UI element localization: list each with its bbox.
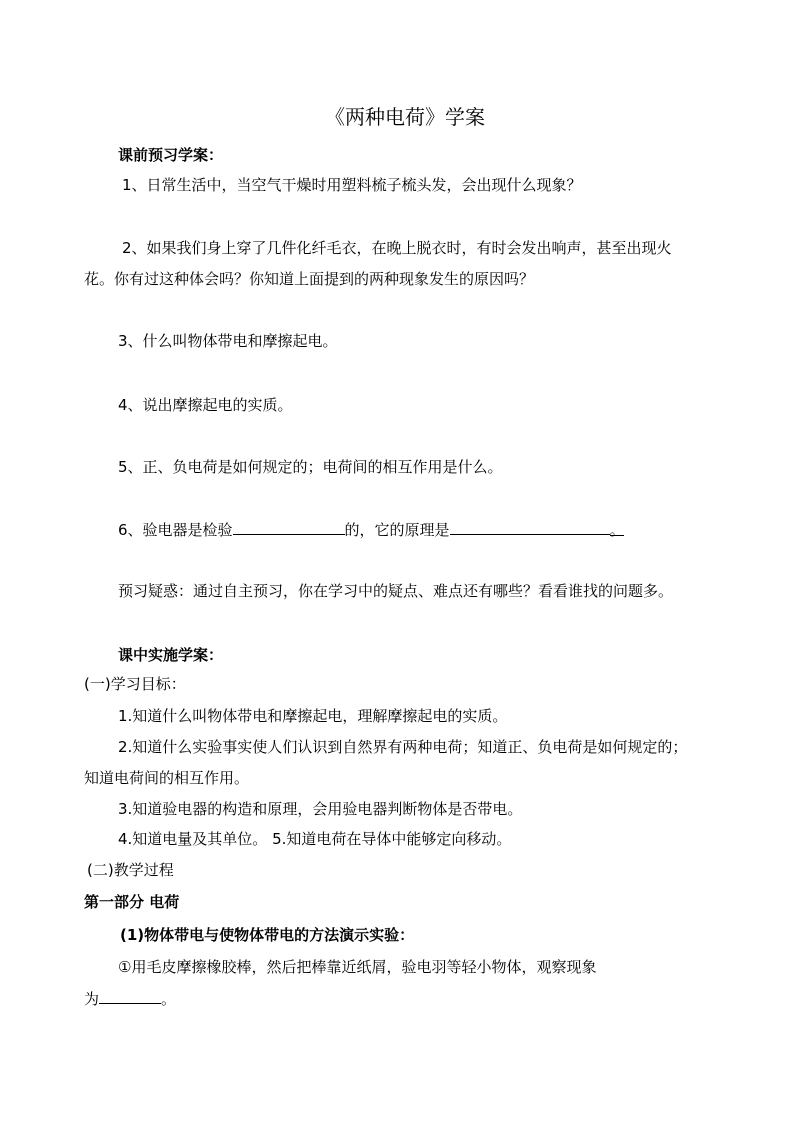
step-1-text-a: 为 (84, 990, 100, 1008)
step-1-line-1: ①用毛皮摩擦橡胶棒，然后把棒靠近纸屑，验电羽等轻小物体，观察现象 (118, 958, 597, 976)
goal-2-line-2: 知道电荷间的相互作用。 (84, 769, 250, 787)
answer-blank-2[interactable] (450, 519, 610, 535)
question-5: 5、正、负电荷是如何规定的；电荷间的相互作用是什么。 (118, 458, 503, 476)
question-2-line-2: 花。你有过这种体会吗？你知道上面提到的两种现象发生的原因吗？ (84, 270, 535, 288)
sub-section-1-heading: (1)物体带电与使物体带电的方法演示实验： (120, 926, 415, 944)
page-title: 《两种电荷》学案 (325, 105, 485, 129)
question-6-period: 。 (609, 521, 625, 539)
in-class-heading: 课中实施学案： (118, 646, 224, 664)
question-6-text-b: 的，它的原理是 (344, 521, 450, 539)
goal-3: 3.知道验电器的构造和原理，会用验电器判断物体是否带电。 (118, 800, 523, 818)
question-6 (118, 519, 624, 540)
goal-1: 1.知道什么叫物体带电和摩擦起电，理解摩擦起电的实质。 (118, 707, 508, 725)
goal-4-5: 4.知道电量及其单位。 5.知道电荷在导体中能够定向移动。 (118, 830, 512, 848)
process-heading: (二)教学过程 (87, 861, 174, 879)
step-1-text-b: 。 (161, 990, 177, 1008)
step-1-line-2 (84, 988, 176, 1009)
question-1: 1、日常生活中，当空气干燥时用塑料梳子梳头发，会出现什么现象？ (122, 176, 582, 194)
preview-doubt: 预习疑惑：通过自主预习，你在学习中的疑点、难点还有哪些？看看谁找的问题多。 (118, 582, 674, 600)
question-6-text-a: 6、验电器是检验 (118, 521, 233, 539)
goals-heading: (一)学习目标： (84, 675, 186, 693)
question-2-line-1: 2、如果我们身上穿了几件化纤毛衣，在晚上脱衣时，有时会发出响声，甚至出现火 (122, 239, 672, 257)
answer-blank-3[interactable] (99, 988, 161, 1004)
question-3: 3、什么叫物体带电和摩擦起电。 (118, 332, 338, 350)
pre-class-heading: 课前预习学案： (118, 146, 224, 164)
part-1-heading: 第一部分 电荷 (84, 893, 180, 911)
question-4: 4、说出摩擦起电的实质。 (118, 396, 293, 414)
answer-blank-1[interactable] (233, 519, 345, 535)
goal-2-line-1: 2.知道什么实验事实使人们认识到自然界有两种电荷；知道正、负电荷是如何规定的； (118, 738, 688, 756)
